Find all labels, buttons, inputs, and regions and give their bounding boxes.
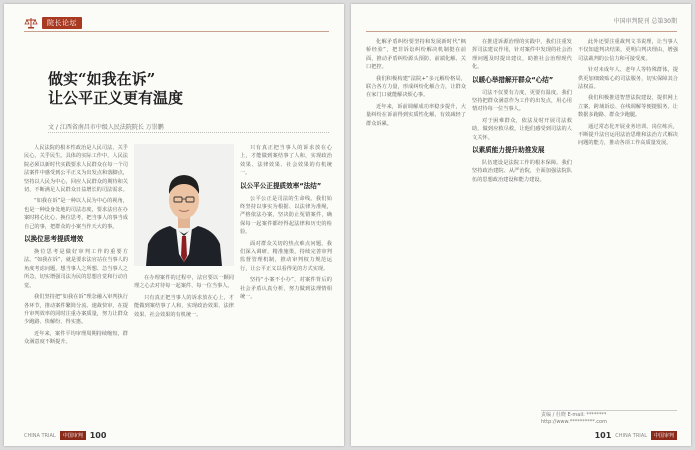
right-page bbox=[351, 4, 691, 446]
subheading-2: 以公平公正提质效率“法结” bbox=[240, 181, 322, 190]
paragraph: 我们坚持把“如我在诉”理念融入审判执行各环节，推动案件繁简分流、速裁快审，在提升审判效率的同时注重办案质量，努力让群众少跑路、快解纷、得实惠。 bbox=[24, 294, 128, 326]
editor-line: 责编 / 杜晓 E-mail: ******** bbox=[541, 412, 607, 418]
header-divider bbox=[366, 31, 677, 32]
article-title bbox=[48, 70, 288, 108]
section-divider bbox=[24, 31, 329, 32]
paragraph: 此外还要注重裁判文书说理，让当事人不仅知道判决结果，更明白判决理由，增强司法裁判的公信力和可接受度。 bbox=[578, 39, 678, 62]
subheading-4: 以素质能力提升助推发展 bbox=[472, 146, 545, 155]
court-scales-icon bbox=[24, 17, 38, 29]
byline-divider bbox=[48, 132, 329, 133]
paragraph: 近年来，诉前调解成功率稳步提升，大量纠纷在诉前得到实质性化解，有效减轻了群众诉累。 bbox=[366, 103, 466, 127]
editor-note bbox=[541, 412, 607, 426]
journal-mark: 中国审判 bbox=[651, 431, 677, 440]
journal-mark: 中国审判 bbox=[60, 431, 86, 440]
paragraph: 人民法院的根本性政治是人民司法，关乎民心，关乎民生。具体的实际工作中，人民法院必须以新时代实践要求人民群众在每一个司法案件中感受到公平正义为出发点和落脚点，坚持以人民为中心，回应人民群众的期待和关切，不断满足人民群众日益增长的司法需求。 bbox=[24, 145, 128, 194]
subheading-3: 以暖心举措解开群众“心结” bbox=[472, 75, 554, 84]
journal-name: CHINA TRIAL bbox=[24, 432, 56, 439]
author-portrait bbox=[134, 144, 234, 266]
left-column-3 bbox=[240, 144, 332, 434]
right-column-1 bbox=[366, 38, 466, 434]
right-column-2 bbox=[472, 38, 572, 434]
subheading-1: 以换位思考提质增效 bbox=[24, 235, 84, 244]
running-head: 中国审判院刊 总第30期 bbox=[613, 18, 677, 25]
section-header bbox=[24, 16, 82, 30]
right-column-3 bbox=[578, 38, 678, 404]
author-credit: 文 / 江西省南昌市中级人民法院院长 万崇鹏 bbox=[48, 124, 164, 131]
paragraph: 通过常态化开展业务培训、岗位练兵，不断提升法官运用法治思维和法治方式解决问题的能力，推动各项工作高质量发展。 bbox=[578, 123, 678, 147]
paragraph: 坚持“小案不小办”，对案件背后的社会矛盾认真分析，努力做到法理情相统一。 bbox=[240, 277, 332, 301]
section-tag: 院长论坛 bbox=[42, 17, 82, 29]
right-footer bbox=[595, 431, 677, 440]
byline bbox=[48, 122, 308, 131]
paragraph: 针对未成年人、老年人等特殊群体，提供更加细致贴心的司法服务，切实保障其合法权益。 bbox=[578, 67, 678, 91]
journal-name: CHINA TRIAL bbox=[615, 432, 647, 439]
author-divider bbox=[541, 410, 677, 411]
paragraph: 近年来，案件平均审理周期持续缩短，群众满意度不断提升。 bbox=[24, 330, 128, 346]
paragraph: 队伍建设是法院工作的根本保障。我们坚持政治建院、从严治院，全面加强法院队伍的思想政治建设和能力建设。 bbox=[472, 160, 572, 183]
paragraph: “如我在诉”是一种以人民为中心的视角，也是一种设身处地的司法态度，要求法官在办案时将心比心、换位思考，把当事人的事当成自己的事，把群众的小案当作天大的事。 bbox=[24, 198, 128, 230]
paragraph: 在办理案件的过程中，法官要以一颗同理之心去对待每一起案件、每一位当事人。 bbox=[134, 275, 234, 290]
title-line-2: 让公平正义更有温度 bbox=[48, 89, 184, 107]
paragraph: 在推进诉源治理的实践中，我们注重发挥司法建议作用，针对案件中发现的社会治理问题及时提出建议，助推社会治理现代化。 bbox=[472, 39, 572, 71]
paragraph: 我们积极构建“法院+”多元解纷格局，联合各方力量，形成纠纷化解合力，让群众在家门口就能解决烦心事。 bbox=[366, 75, 466, 99]
page-number: 101 bbox=[594, 431, 612, 440]
paragraph: 只有真正把当事人的诉求放在心上，才能做到案结事了人和，实现政治效果、法律效果、社会效果的有机统一。 bbox=[240, 145, 332, 177]
paragraph: 公平公正是司法的生命线。我们始终坚持以事实为根据、以法律为准绳，严格依法办案，坚决防止冤错案件，确保每一起案件都经得起法律和历史的检验。 bbox=[240, 195, 332, 236]
left-footer bbox=[24, 431, 106, 440]
paragraph: 对于困难群众，依法及时开展司法救助，做到应救尽救，让他们感受到司法的人文关怀。 bbox=[472, 117, 572, 141]
left-column-2 bbox=[134, 274, 234, 434]
left-column-1 bbox=[24, 144, 128, 434]
paragraph: 只有真正把当事人的诉求放在心上，才能做到案结事了人和，实现政治效果、法律效果、社会效果的有机统一。 bbox=[134, 294, 234, 318]
page-number: 100 bbox=[89, 431, 107, 440]
left-page bbox=[4, 4, 344, 446]
title-line-1: 做实“如我在诉” bbox=[48, 70, 156, 88]
paragraph: 司法不仅要有力度，更要有温度。我们坚持把群众满意作为工作的出发点，用心用情对待每一位当事人。 bbox=[472, 89, 572, 113]
website-line: http://www.**********.com bbox=[541, 419, 607, 425]
paragraph: 换位思考是做好审判工作的重要方法。“如我在诉”，就是要求法官站在当事人的角度考虑问题，想当事人之所想、急当事人之所急，切实增强司法为民的思想自觉和行动自觉。 bbox=[24, 249, 128, 289]
paragraph: 化解矛盾纠纷要坚持和发展新时代“枫桥经验”，把非诉讼纠纷解决机制挺在前面，推动矛盾纠纷源头预防、前端化解、关口把控。 bbox=[366, 39, 466, 71]
paragraph: 面对群众关切的热点难点问题，我们深入调研、精准施策，持续完善审判监督管理机制，推动审判权力规范运行，让公平正义以看得见的方式实现。 bbox=[240, 240, 332, 272]
paragraph: 我们积极推进智慧法院建设，提供网上立案、跨域诉讼、在线调解等便捷服务，让数据多跑路、群众少跑腿。 bbox=[578, 95, 678, 119]
